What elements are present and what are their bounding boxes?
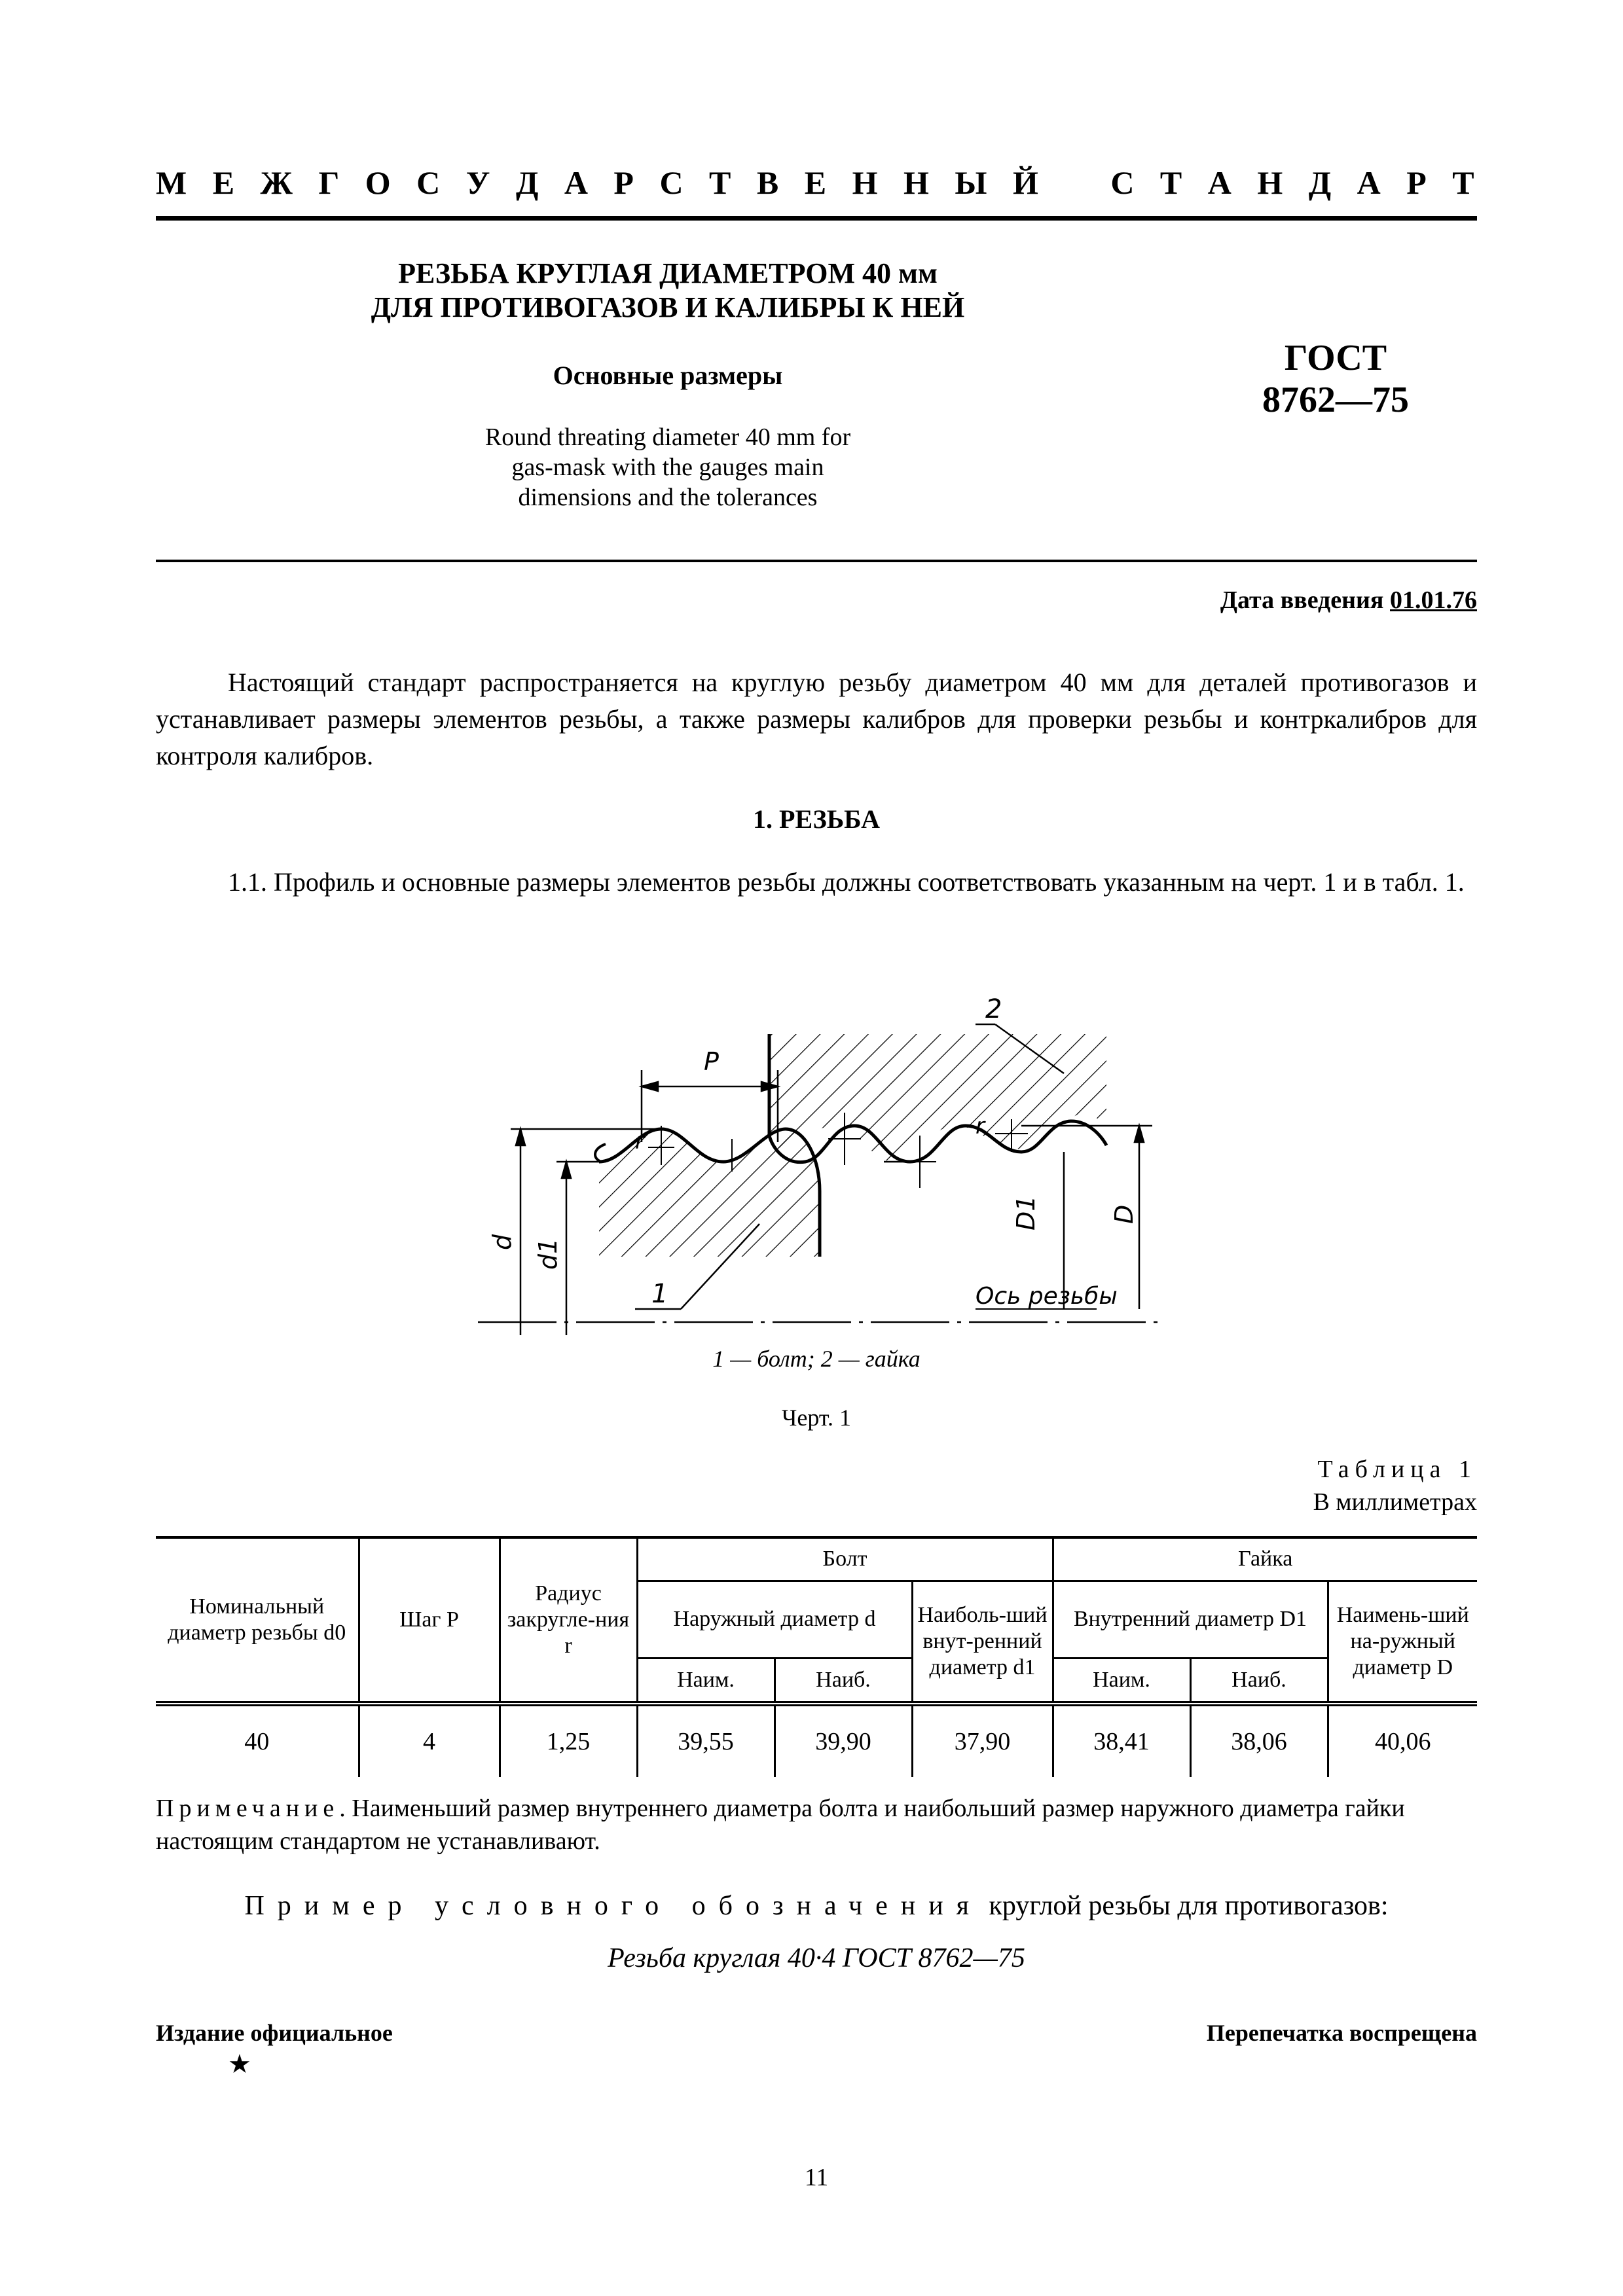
heading-letter: Е [804,164,830,201]
label-p: P [704,1047,719,1076]
col-group-nut: Гайка [1053,1537,1477,1581]
official-edition: Издание официальное [156,2020,393,2046]
heading-letter: Р [613,164,636,201]
label-d1: d1 [534,1238,562,1270]
english-title [308,422,1028,512]
label-D: D [1110,1204,1139,1224]
english-title-line-2: gas-mask with the gauges main [511,454,824,481]
heading-letter: А [564,164,591,201]
cell-inner-min: 38,41 [1053,1704,1190,1777]
effective-date-value: 01.01.76 [1390,586,1477,614]
bolt-section [599,1129,820,1257]
heading-letter: Д [1308,164,1334,201]
heading-letter: С [659,164,686,201]
heading-letter: М [156,164,190,201]
cell-outer-min: 39,55 [637,1704,775,1777]
heading-letter: Ж [260,164,295,201]
cell-inner-max: 38,06 [1190,1704,1328,1777]
col-outer-min: Наим. [637,1658,775,1704]
label-1: 1 [651,1279,668,1309]
label-D1: D1 [1012,1195,1040,1230]
heading-letter: Т [1452,164,1477,201]
col-inner-min: Наим. [1053,1658,1190,1704]
note-label: Примечание [156,1795,340,1822]
note-text: . Наименьший размер внутреннего диаметра болта и наибольший размер наружного диаметра гайки настоящим стандартом не устанавливают. [156,1795,1405,1855]
standard-type-heading [156,164,1477,202]
col-inner-diameter: Внутренний диаметр D1 [1053,1581,1328,1658]
heading-letter: Й [1012,164,1041,201]
drawing-legend: 1 — болт; 2 — гайка [712,1346,921,1372]
cell-outer-max: 39,90 [775,1704,912,1777]
heading-letter: Г [318,164,342,201]
heading-letter: Т [1159,164,1185,201]
heading-letter: А [1357,164,1383,201]
heading-letter: Ы [955,164,990,201]
clause-1-1: 1.1. Профиль и основные размеры элементов резьбы должны соответствовать указанным на черт. 1 и в табл. 1. [228,867,1465,897]
document-subtitle: Основные размеры [553,361,783,390]
example-rest: круглой резьбы для противогазов: [982,1891,1389,1921]
col-radius: Радиус закругле-ния r [500,1537,637,1704]
label-d: d [488,1234,517,1250]
table-note [156,1792,1477,1857]
reprint-prohibited: Перепечатка воспрещена [1206,2020,1477,2046]
heading-letter: С [416,164,443,201]
heading-letter: В [756,164,782,201]
heading-letter: А [1207,164,1234,201]
col-inner-max: Наиб. [1190,1658,1328,1704]
intro-paragraph: Настоящий стандарт распространяется на круглую резьбу диаметром 40 мм для деталей противогазов и устанавливает размеры элементов резьбы, а также размеры калибров для проверки резьбы и контркалибров для контроля калибров. [156,668,1477,770]
title-line-2: ДЛЯ ПРОТИВОГАЗОВ И КАЛИБРЫ К НЕЙ [371,291,965,323]
heading-letter: С [1110,164,1137,201]
title-line-1: РЕЗЬБА КРУГЛАЯ ДИАМЕТРОМ 40 мм [398,257,938,289]
heading-letter: Д [515,164,541,201]
thread-dimensions-table [156,1536,1477,1777]
col-group-bolt: Болт [637,1537,1053,1581]
table-units: В миллиметрах [1313,1488,1477,1516]
col-outer-diameter: Наружный диаметр d [637,1581,912,1658]
table-row [156,1704,1477,1777]
heading-letter: Е [212,164,238,201]
col-max-inner-diameter: Наиболь-ший внут-ренний диаметр d1 [912,1581,1053,1704]
thread-profile-drawing [458,962,1178,1335]
english-title-line-3: dimensions and the tolerances [518,484,818,511]
designation-example [156,1890,1477,1922]
cell-min-outer: 40,06 [1328,1704,1477,1777]
heading-letter: О [365,164,393,201]
heading-letter: Р [1406,164,1429,201]
label-r-1: r [635,1128,644,1155]
bolt-profile-start [595,1144,606,1162]
cell-max-inner: 37,90 [912,1704,1053,1777]
drawing-caption: Черт. 1 [782,1405,851,1431]
section-heading: 1. РЕЗЬБА [753,804,880,834]
cell-nominal: 40 [156,1704,359,1777]
col-outer-max: Наиб. [775,1658,912,1704]
english-title-line-1: Round threating diameter 40 mm for [484,423,851,451]
gost-code: 8762—75 [1262,380,1409,420]
nut-section [769,1034,1106,1162]
heading-letter: Н [903,164,932,201]
cell-step: 4 [359,1704,500,1777]
header-rule [156,216,1477,221]
label-r-2: r [976,1113,985,1139]
gost-label: ГОСТ [1284,338,1387,378]
gost-number [1192,337,1480,421]
col-step: Шаг P [359,1537,500,1704]
heading-letter: Н [1257,164,1286,201]
title-rule [156,560,1477,562]
axis-label: Ось резьбы [976,1283,1118,1310]
cell-radius: 1,25 [500,1704,637,1777]
heading-letter: Н [852,164,881,201]
heading-letter: Т [709,164,734,201]
table-title: Таблица 1 [1317,1456,1477,1483]
label-2: 2 [985,994,1002,1024]
table-heading [1313,1453,1477,1518]
star-icon: ★ [228,2049,251,2079]
effective-date-label: Дата введения [1220,586,1390,614]
col-nominal-diameter: Номинальный диаметр резьбы d0 [156,1537,359,1704]
page-number: 11 [804,2164,829,2191]
effective-date [1220,586,1477,615]
document-title [308,257,1028,325]
col-min-outer-diameter: Наимень-ший на-ружный диаметр D [1328,1581,1477,1704]
example-label: Пример условного обозначения [244,1891,983,1921]
heading-letter: У [465,164,493,201]
designation-string: Резьба круглая 40·4 ГОСТ 8762—75 [608,1943,1025,1973]
